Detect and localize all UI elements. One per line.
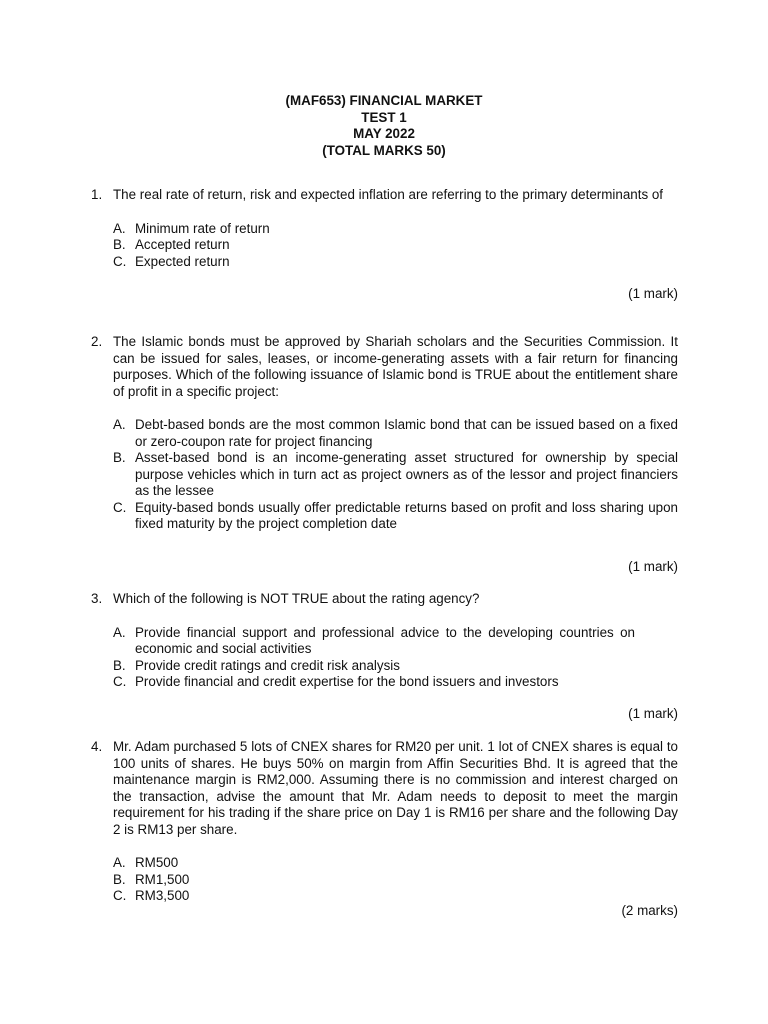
option-letter: C. (113, 499, 127, 515)
question-1-marks: (1 mark) (628, 286, 678, 301)
option-text: Minimum rate of return (135, 220, 270, 236)
question-number: 2. (91, 334, 103, 349)
option-a (113, 221, 678, 238)
option-letter: B. (113, 450, 126, 465)
option-text: Provide credit ratings and credit risk analysis (135, 657, 400, 673)
option-c (113, 888, 678, 905)
option-letter: B. (113, 657, 126, 673)
exam-header (0, 93, 768, 159)
question-4-marks: (2 marks) (621, 903, 678, 918)
option-b (113, 237, 678, 254)
question-3 (91, 591, 678, 691)
option-text: RM1,500 (135, 871, 190, 887)
option-letter: A. (113, 624, 126, 640)
option-letter: C. (113, 674, 127, 689)
option-list (113, 855, 678, 905)
option-text: RM500 (135, 855, 179, 870)
option-text: Equity-based bonds usually offer predictable returns based on profit and loss sharing upon fixed maturity by the project completion date (135, 499, 678, 531)
option-b (113, 658, 678, 675)
option-text: RM3,500 (135, 888, 190, 903)
option-letter: A. (113, 417, 126, 432)
option-a (113, 625, 678, 658)
option-c (113, 500, 678, 533)
question-text: The Islamic bonds must be approved by Shariah scholars and the Securities Commission. It can be issued for sales, leases, or income-generating assets with a fair return for financing purposes. Which of the following issuance of Islamic bond is TRUE about the entitlement share of profit in a specific project: (113, 334, 678, 399)
course-title: (MAF653) FINANCIAL MARKET (285, 93, 483, 108)
option-letter: C. (113, 253, 127, 269)
option-list (113, 417, 678, 533)
option-b (113, 872, 678, 889)
question-text: Mr. Adam purchased 5 lots of CNEX shares for RM20 per unit. 1 lot of CNEX shares is equal to 100 units of shares. He buys 50% on margin from Affin Securities Bhd. It is agreed that the maintenance margin is RM2,000. Assuming there is no commission and interest charged on the transaction, advise the amount that Mr. Adam needs to deposit to meet the margin requirement for his trading if the share price on Day 1 is RM16 per share and the following Day 2 is RM13 per share. (113, 739, 678, 837)
option-a (113, 855, 678, 872)
question-4 (91, 739, 678, 905)
question-number: 4. (91, 739, 103, 754)
option-list (113, 221, 678, 271)
option-c (113, 254, 678, 271)
total-marks: (TOTAL MARKS 50) (322, 142, 446, 158)
option-text: Debt-based bonds are the most common Islamic bond that can be issued based on a fixed or zero-coupon rate for project financing (135, 417, 678, 449)
option-text: Accepted return (135, 237, 230, 252)
option-text: Asset-based bond is an income-generating asset structured for ownership by special purpose vehicles which in turn act as project owners as of the lessor and project financiers as the lessee (135, 450, 678, 498)
question-2 (91, 334, 678, 533)
question-1 (91, 187, 678, 270)
option-letter: B. (113, 871, 126, 887)
option-letter: C. (113, 888, 127, 903)
option-letter: A. (113, 855, 126, 870)
option-text: Expected return (135, 253, 230, 269)
question-number: 3. (91, 591, 103, 606)
option-b (113, 450, 678, 500)
option-letter: A. (113, 220, 126, 236)
option-text: Provide financial and credit expertise for the bond issuers and investors (135, 674, 559, 689)
option-letter: B. (113, 237, 126, 252)
question-2-marks: (1 mark) (628, 559, 678, 574)
option-c (113, 674, 678, 691)
question-text: The real rate of return, risk and expected inflation are referring to the primary determinants of (113, 187, 664, 202)
question-3-marks: (1 mark) (628, 706, 678, 721)
option-a (113, 417, 678, 450)
question-number: 1. (91, 187, 103, 202)
test-title: TEST 1 (361, 109, 407, 125)
question-text: Which of the following is NOT TRUE about the rating agency? (113, 591, 480, 606)
exam-date: MAY 2022 (353, 126, 415, 141)
option-list (113, 625, 678, 691)
option-text: Provide financial support and professional advice to the developing countries on economic and social activities (135, 624, 635, 656)
